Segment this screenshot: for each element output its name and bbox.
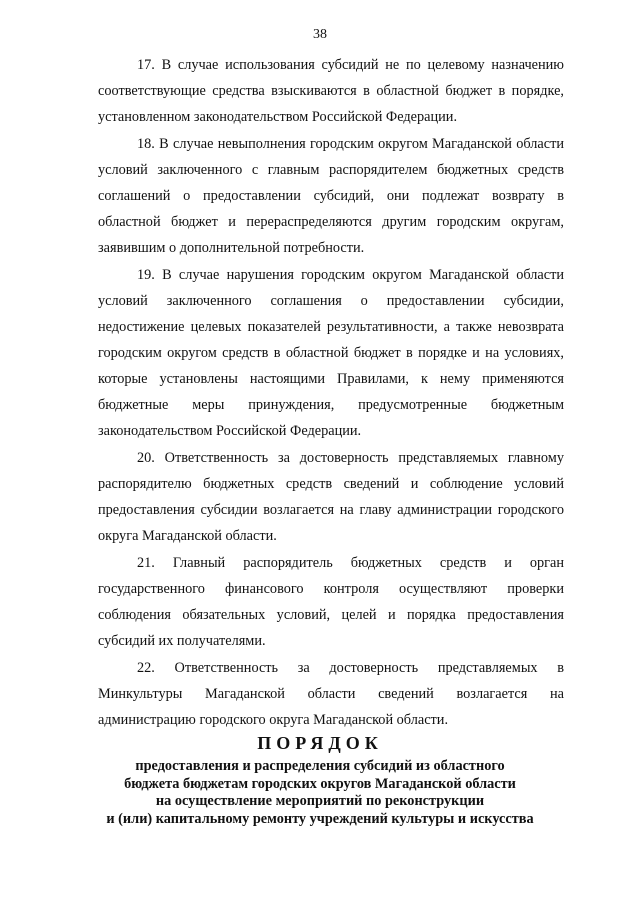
paragraph-20: 20. Ответственность за достоверность представляемых главному распорядителю бюджетных средств сведений и соблюдение условий предоставления субсидии возлагается на главу администрации городского округа Магаданской области. [98, 450, 564, 544]
section-heading [90, 730, 550, 828]
paragraph-19: 19. В случае нарушения городским округом Магаданской области условий заключенного соглашения о предоставлении субсидии, недостижение целевых показателей результативности, а также невозврата городским округом средств в областной бюджет в порядке и на условиях, которые установлены настоящими Правилами, к нему применяются бюджетные меры принуждения, предусмотренные бюджетным законодательством Российской Федерации. [98, 267, 564, 439]
heading-line-4: и (или) капитальному ремонту учреждений культуры и искусства [106, 810, 534, 827]
heading-title: ПОРЯДОК [257, 733, 383, 753]
paragraph-17: 17. В случае использования субсидий не по целевому назначению соответствующие средства взыскиваются в областной бюджет в порядке, установленном законодательством Российской Федерации. [98, 57, 564, 125]
heading-line-3: на осуществление мероприятий по реконструкции [155, 793, 485, 809]
paragraph-22: 22. Ответственность за достоверность представляемых в Минкультуры Магаданской области сведений возлагается на администрацию городского округа Магаданской области. [98, 660, 564, 728]
heading-line-1: предоставления и распределения субсидий из областного [135, 758, 505, 774]
page-number: 38 [313, 27, 327, 42]
paragraph-21: 21. Главный распорядитель бюджетных средств и орган государственного финансового контроля осуществляют проверки соблюдения обязательных условий, целей и порядка предоставления субсидий их получателями. [98, 555, 564, 649]
heading-line-2: бюджета бюджетам городских округов Магаданской области [124, 775, 516, 792]
paragraph-18: 18. В случае невыполнения городским округом Магаданской области условий заключенного с главным распорядителем бюджетных средств соглашений о предоставлении субсидий, они подлежат возврату в областной бюджет и перераспределяются другим городским округам, заявившим о дополнительной потребности. [98, 136, 564, 256]
document-body [98, 52, 564, 734]
